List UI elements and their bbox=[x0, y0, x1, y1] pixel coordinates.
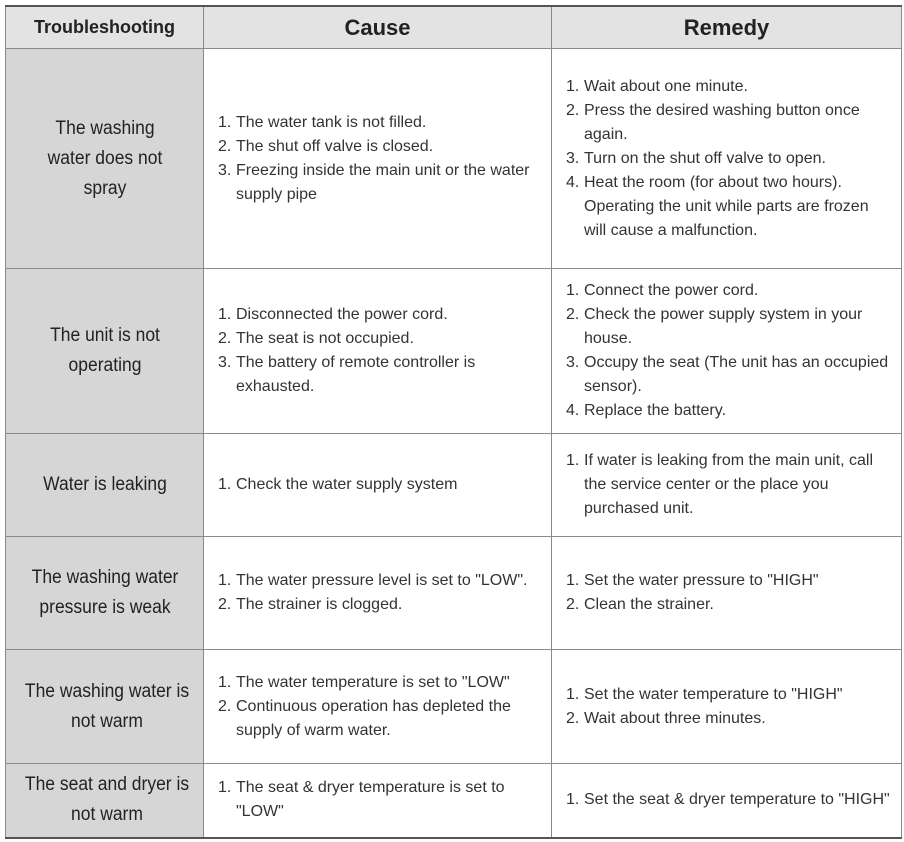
remedy-list bbox=[566, 788, 891, 812]
problem-label bbox=[6, 764, 204, 838]
remedy-list bbox=[566, 75, 891, 243]
list-item: 1. If water is leaking from the main unit, call the service center or the place you purchased unit. bbox=[566, 452, 874, 517]
list-item: 1. The water pressure level is set to "LOW". bbox=[218, 572, 528, 589]
list-item: 2. Check the power supply system in your house. bbox=[566, 306, 863, 347]
list-item: 2. Press the desired washing button once again. bbox=[566, 101, 860, 143]
list-item: 1. Check the water supply system bbox=[218, 476, 458, 493]
remedy-cell bbox=[552, 764, 902, 838]
cause-cell bbox=[204, 650, 552, 764]
list-item: 3. Occupy the seat (The unit has an occupied sensor). bbox=[566, 354, 889, 395]
problem-label-text: The seat and dryer is not warm bbox=[24, 774, 190, 826]
table-row bbox=[6, 537, 902, 650]
cause-cell bbox=[204, 764, 552, 838]
list-item: 4. Heat the room (for about two hours). Operating the unit while parts are frozen will cause a malfunction. bbox=[566, 173, 869, 239]
cause-list bbox=[218, 569, 541, 617]
header-cause: Cause bbox=[204, 6, 552, 49]
remedy-cell bbox=[552, 49, 902, 269]
problem-label-text: The washing water is not warm bbox=[24, 680, 190, 732]
cause-list bbox=[218, 473, 541, 497]
remedy-list bbox=[566, 449, 891, 521]
cause-cell bbox=[204, 49, 552, 269]
list-item: 2. The strainer is clogged. bbox=[218, 596, 403, 613]
table-row bbox=[6, 269, 902, 434]
list-item: 1. Set the water temperature to "HIGH" bbox=[566, 685, 843, 703]
list-item: 3. Turn on the shut off valve to open. bbox=[566, 149, 826, 167]
list-item: 2. Wait about three minutes. bbox=[566, 709, 766, 727]
remedy-list bbox=[566, 569, 891, 617]
cause-list bbox=[218, 303, 541, 399]
remedy-cell bbox=[552, 434, 902, 537]
problem-label bbox=[6, 650, 204, 764]
list-item: 2. Continuous operation has depleted the supply of warm water. bbox=[218, 697, 511, 739]
list-item: 3. The battery of remote controller is exhausted. bbox=[218, 354, 476, 395]
problem-label bbox=[6, 537, 204, 650]
problem-label-text: The washing water pressure is weak bbox=[31, 567, 178, 618]
problem-label bbox=[6, 49, 204, 269]
cause-cell bbox=[204, 434, 552, 537]
list-item: 1. Set the seat & dryer temperature to "HIGH" bbox=[566, 791, 890, 809]
list-item: 2. The shut off valve is closed. bbox=[218, 137, 434, 155]
problem-label-text: The washing water does not spray bbox=[47, 117, 162, 199]
table-row bbox=[6, 650, 902, 764]
list-item: 1. The seat & dryer temperature is set to "LOW" bbox=[218, 779, 505, 821]
header-remedy: Remedy bbox=[552, 6, 902, 49]
list-item: 1. The water tank is not filled. bbox=[218, 113, 427, 131]
cause-cell bbox=[204, 537, 552, 650]
problem-label-text: Water is leaking bbox=[42, 474, 167, 495]
problem-label bbox=[6, 434, 204, 537]
table-row bbox=[6, 434, 902, 537]
list-item: 1. The water temperature is set to "LOW" bbox=[218, 673, 510, 691]
remedy-cell bbox=[552, 650, 902, 764]
list-item: 3. Freezing inside the main unit or the water supply pipe bbox=[218, 161, 530, 203]
remedy-cell bbox=[552, 537, 902, 650]
list-item: 1. Set the water pressure to "HIGH" bbox=[566, 572, 819, 589]
cause-list bbox=[218, 111, 541, 207]
cause-list bbox=[218, 776, 541, 824]
remedy-list bbox=[566, 279, 891, 423]
list-item: 2. Clean the strainer. bbox=[566, 596, 714, 613]
troubleshooting-table bbox=[5, 5, 902, 839]
header-troubleshooting: Troubleshooting bbox=[6, 6, 204, 49]
remedy-cell bbox=[552, 269, 902, 434]
cause-cell bbox=[204, 269, 552, 434]
list-item: 1. Disconnected the power cord. bbox=[218, 306, 448, 323]
problem-label bbox=[6, 269, 204, 434]
table-row bbox=[6, 49, 902, 269]
remedy-list bbox=[566, 683, 891, 731]
cause-list bbox=[218, 671, 541, 743]
list-item: 1. Wait about one minute. bbox=[566, 77, 748, 95]
list-item: 2. The seat is not occupied. bbox=[218, 330, 414, 347]
table-row bbox=[6, 764, 902, 838]
header-row bbox=[6, 6, 902, 49]
list-item: 1. Connect the power cord. bbox=[566, 282, 759, 299]
problem-label-text: The unit is not operating bbox=[49, 325, 160, 376]
list-item: 4. Replace the battery. bbox=[566, 402, 727, 419]
